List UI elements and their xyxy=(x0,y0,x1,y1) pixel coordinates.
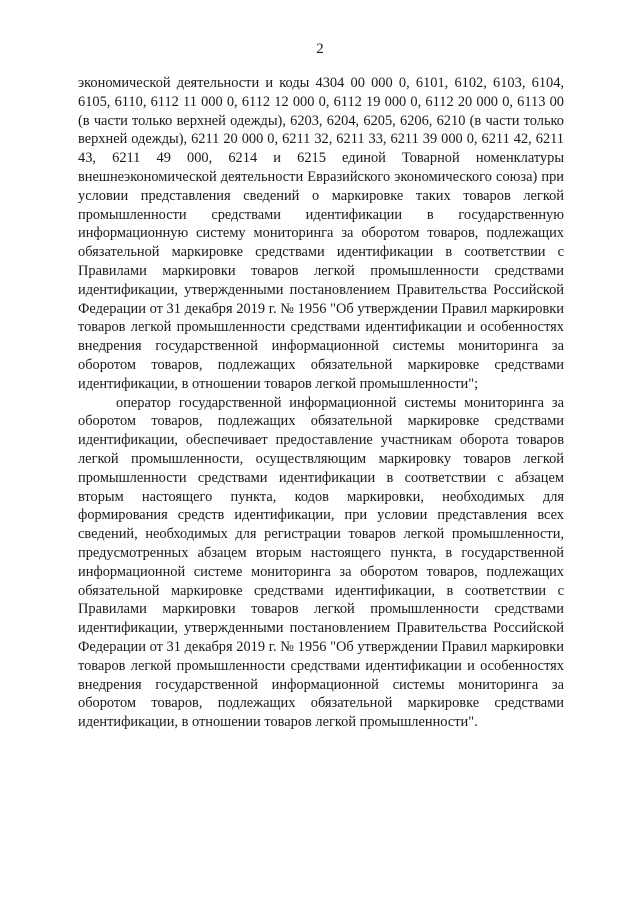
paragraph-continuation: экономической деятельности и коды 4304 00 000 0, 6101, 6102, 6103, 6104, 6105, 6110, 6112 11 000 0, 6112 12 000 0, 6112 19 000 0, 6112 20 000 0, 6113 00 (в части только верхней одежды), 6203, 6204, 6205, 6206, 6210 (в части только верхней одежды), 6211 20 000 0, 6211 32, 6211 33, 6211 39 000 0, 6211 42, 6211 43, 6211 49 000, 6214 и 6215 единой Товарной номенклатуры внешнеэкономической деятельности Евразийского экономического союза) при условии представления сведений о маркировке таких товаров легкой промышленности средствами идентификации в государственную информационную систему мониторинга за оборотом товаров, подлежащих обязательной маркировке средствами идентификации в соответствии с Правилами маркировки товаров легкой промышленности средствами идентификации, утвержденными постановлением Правительства Российской Федерации от 31 декабря 2019 г. № 1956 "Об утверждении Правил маркировки товаров легкой промышленности средствами идентификации и особенностях внедрения государственной информационной системы мониторинга за оборотом товаров, подлежащих обязательной маркировке средствами идентификации, в отношении товаров легкой промышленности"; xyxy=(78,75,564,392)
document-body xyxy=(78,74,564,732)
page-number: 2 xyxy=(316,41,324,57)
paragraph-operator: оператор государственной информационной системы мониторинга за оборотом товаров, подлежащих обязательной маркировке средствами идентификации, обеспечивает предоставление участникам оборота товаров легкой промышленности, осуществляющим маркировку товаров легкой промышленности средствами идентификации в соответствии с абзацем вторым настоящего пункта, кодов маркировки, необходимых для формирования средств идентификации, при условии представления всех сведений, необходимых для регистрации товаров легкой промышленности, предусмотренных абзацем вторым настоящего пункта, в государственной информационной системе мониторинга за оборотом товаров, подлежащих обязательной маркировке средствами идентификации, в соответствии с Правилами маркировки товаров легкой промышленности средствами идентификации, утвержденными постановлением Правительства Российской Федерации от 31 декабря 2019 г. № 1956 "Об утверждении Правил маркировки товаров легкой промышленности средствами идентификации и особенностях внедрения государственной информационной системы мониторинга за оборотом товаров, подлежащих обязательной маркировке средствами идентификации, в отношении товаров легкой промышленности". xyxy=(78,394,564,731)
